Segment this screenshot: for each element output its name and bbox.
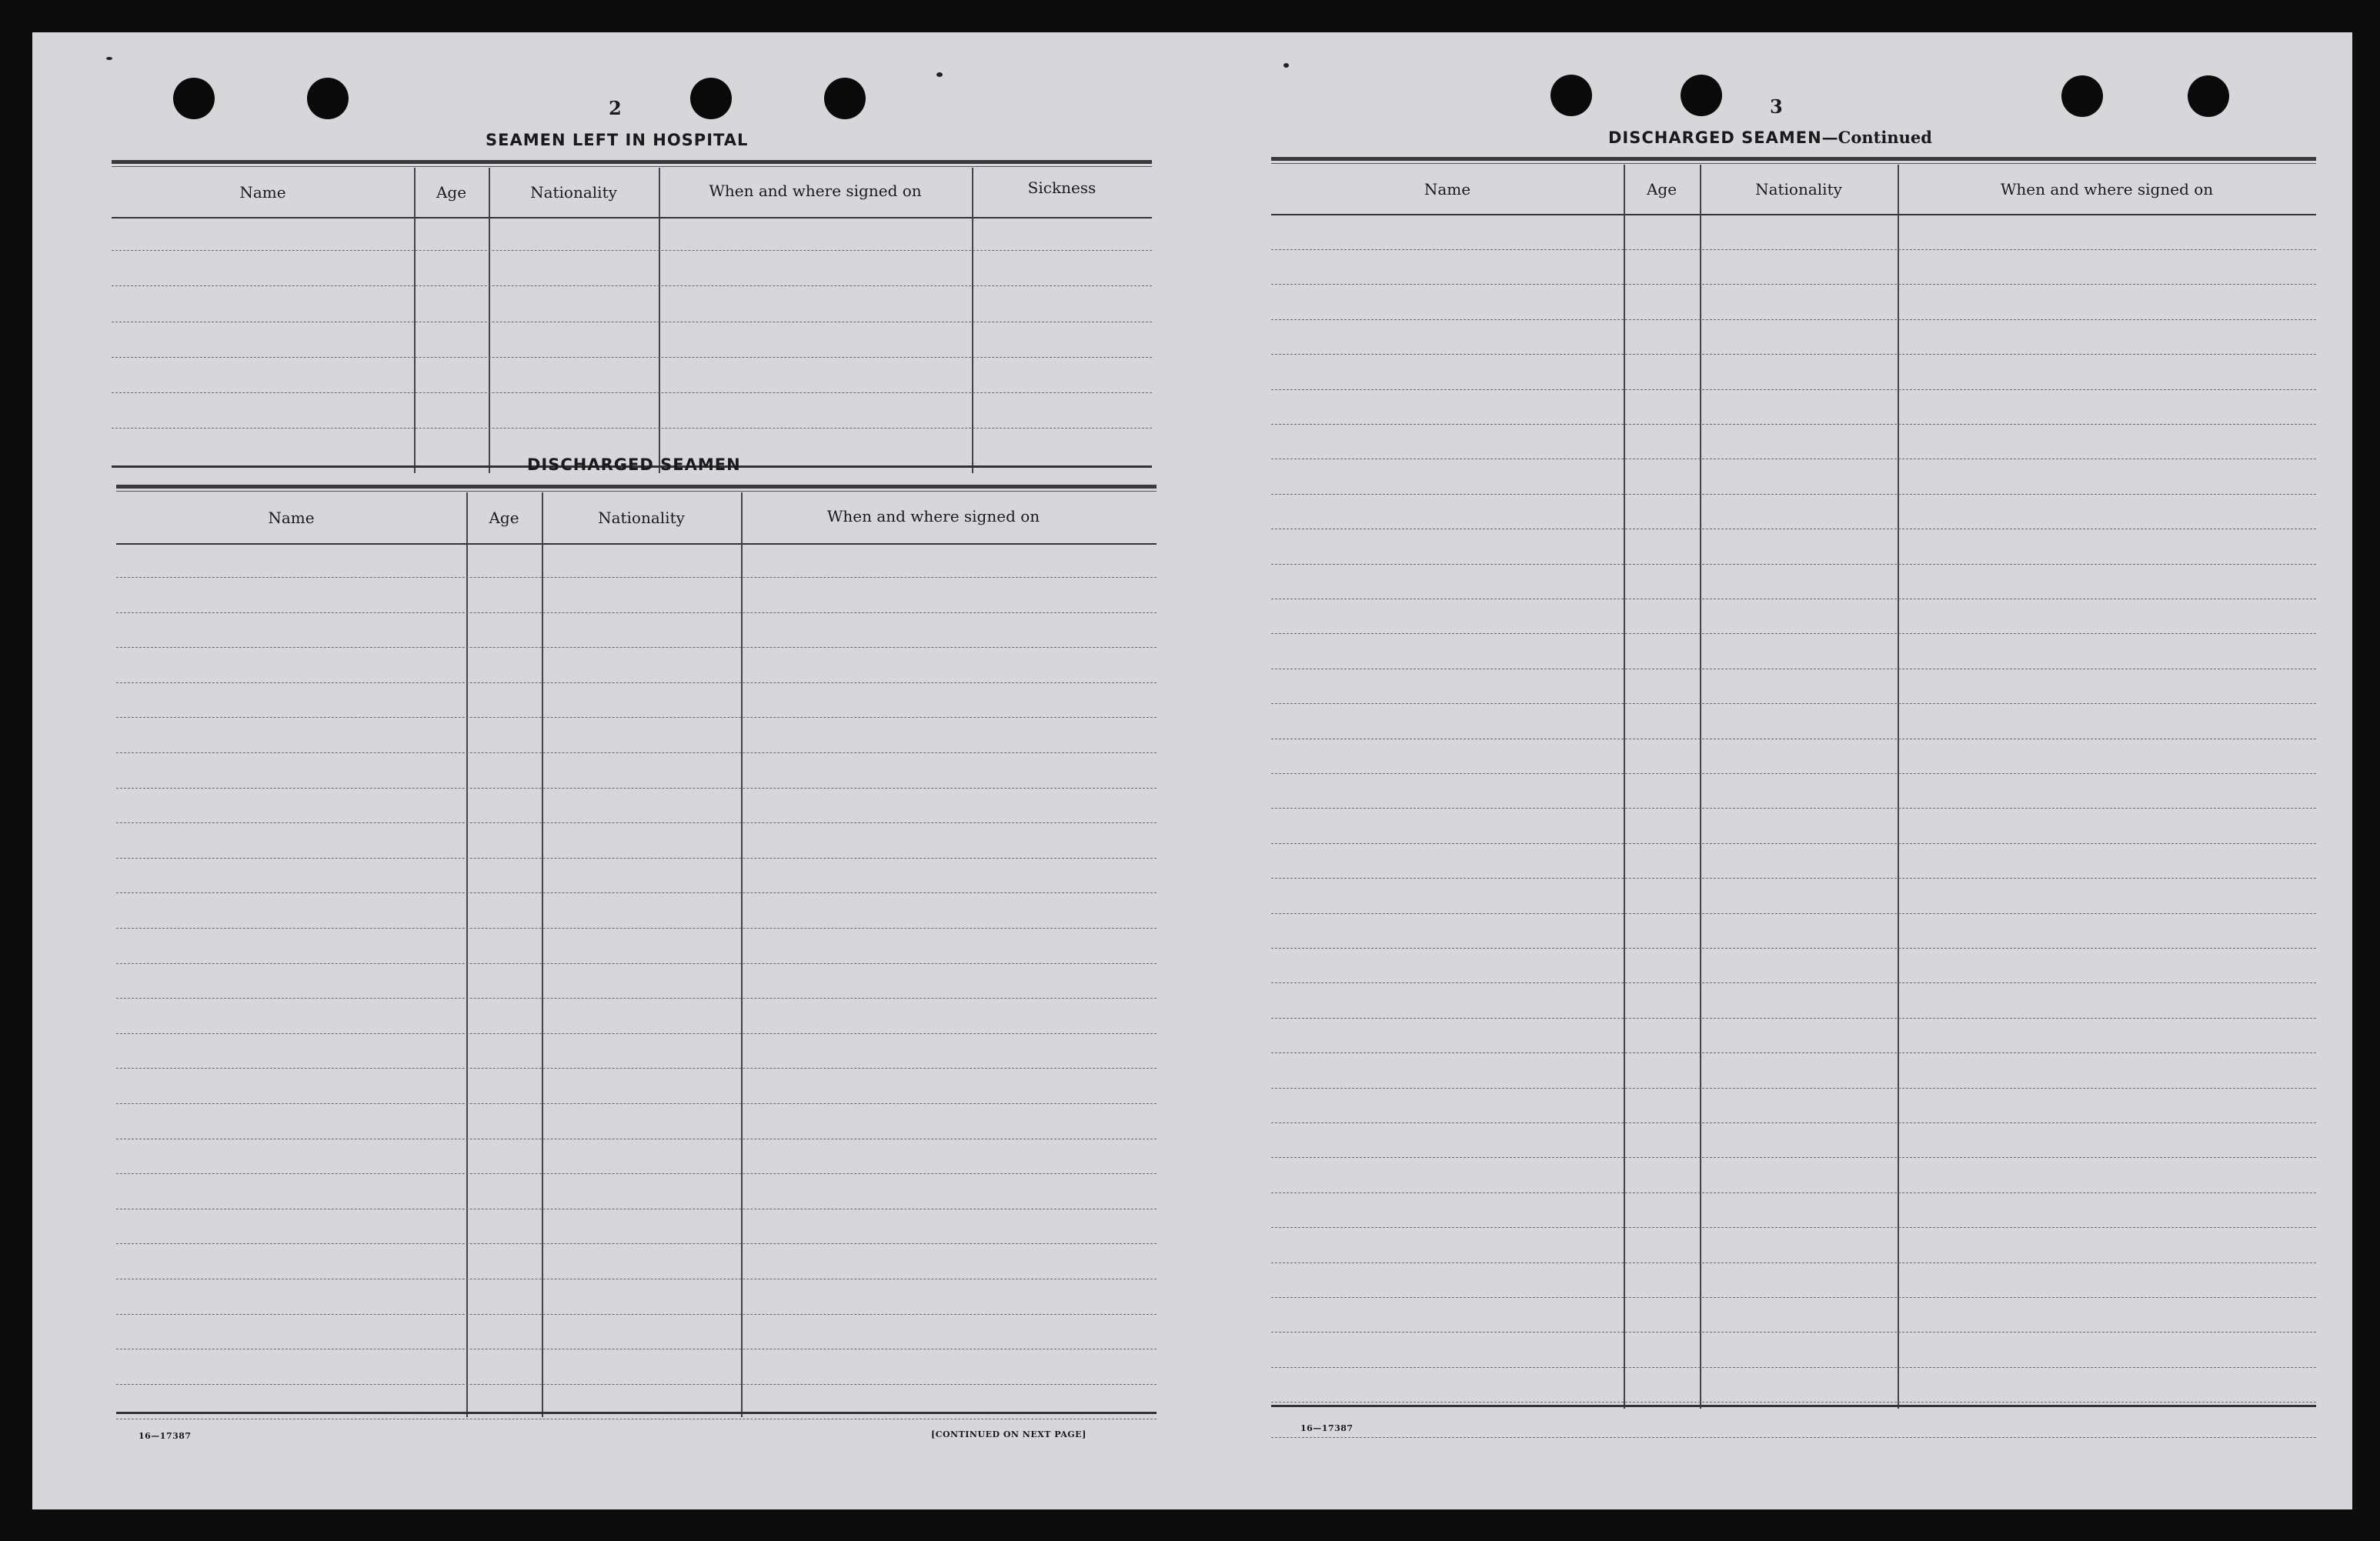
document-sheet <box>32 32 2352 1509</box>
table-row <box>116 1103 1157 1104</box>
punch-hole <box>1551 75 1592 116</box>
table-row <box>116 1068 1157 1069</box>
table-row <box>1271 284 2316 285</box>
table-row <box>116 577 1157 578</box>
table-row <box>1271 633 2316 634</box>
table-row <box>1271 1192 2316 1193</box>
table-row <box>1271 564 2316 565</box>
table-row <box>1271 843 2316 844</box>
table-row <box>1271 948 2316 949</box>
punch-hole <box>824 78 866 119</box>
table-row <box>116 1384 1157 1385</box>
table-row <box>1271 249 2316 250</box>
column-header-when-where: When and where signed on <box>2000 180 2214 198</box>
table-row <box>1271 773 2316 774</box>
table-row <box>1271 1157 2316 1158</box>
table-row <box>1271 389 2316 390</box>
column-header-name: Name <box>268 509 315 527</box>
table-row <box>1271 1227 2316 1228</box>
table-row <box>1271 808 2316 809</box>
table-row <box>116 647 1157 648</box>
table-row <box>116 752 1157 753</box>
table-row <box>116 892 1157 893</box>
table-row <box>1271 982 2316 983</box>
continued-note: [CONTINUED ON NEXT PAGE] <box>931 1429 1087 1439</box>
table-row <box>116 963 1157 964</box>
section-title <box>1608 128 1932 147</box>
table-row <box>1271 1018 2316 1019</box>
column-header-sickness: Sickness <box>1027 178 1097 197</box>
punch-hole <box>1681 75 1722 116</box>
table-row <box>1271 1122 2316 1123</box>
column-header-nationality: Nationality <box>1755 180 1842 198</box>
table-row <box>112 392 1152 393</box>
table-row <box>116 612 1157 613</box>
punch-hole <box>2188 75 2229 117</box>
section-title: SEAMEN LEFT IN HOSPITAL <box>486 131 749 149</box>
punch-hole <box>173 78 215 119</box>
form-number: 16—17387 <box>139 1431 192 1441</box>
table-row <box>116 998 1157 999</box>
table-row <box>1271 1052 2316 1053</box>
table-row <box>116 1033 1157 1034</box>
section-title-main: DISCHARGED SEAMEN <box>1608 128 1822 147</box>
table-row <box>116 928 1157 929</box>
table-row <box>1271 1262 2316 1263</box>
table-row <box>112 250 1152 251</box>
paper-speck <box>936 72 943 77</box>
table-row <box>1271 1367 2316 1368</box>
column-header-name: Name <box>1424 180 1471 198</box>
table-row <box>112 285 1152 286</box>
table-row <box>1271 319 2316 320</box>
table-row <box>1271 703 2316 704</box>
table-row <box>116 717 1157 718</box>
paper-speck <box>106 57 112 60</box>
table-row <box>1271 1088 2316 1089</box>
column-header-age: Age <box>489 509 519 527</box>
column-header-when-where: When and where signed on <box>709 182 922 200</box>
table-row <box>112 357 1152 358</box>
discharged-table-continued <box>1271 157 2316 1408</box>
table-row <box>1271 494 2316 495</box>
punch-hole <box>690 78 732 119</box>
page-number: 3 <box>1770 95 1783 118</box>
paper-speck <box>1283 63 1289 68</box>
table-row <box>1271 354 2316 355</box>
column-header-nationality: Nationality <box>598 509 685 527</box>
discharged-table <box>116 485 1157 1417</box>
table-row <box>116 788 1157 789</box>
column-header-nationality: Nationality <box>530 183 617 202</box>
table-row <box>1271 1297 2316 1298</box>
table-row <box>1271 878 2316 879</box>
punch-hole <box>307 78 349 119</box>
table-row <box>116 858 1157 859</box>
column-header-age: Age <box>436 183 467 202</box>
hospital-table <box>112 160 1152 472</box>
table-row <box>1271 424 2316 425</box>
section-title-suffix: —Continued <box>1821 128 1932 147</box>
punch-hole <box>2061 75 2103 117</box>
column-header-name: Name <box>239 183 286 202</box>
table-row <box>116 1314 1157 1315</box>
table-row <box>1271 1332 2316 1333</box>
table-row <box>1271 1437 2316 1438</box>
table-row <box>112 428 1152 429</box>
table-row <box>116 822 1157 823</box>
page-number: 2 <box>609 97 622 119</box>
column-header-age: Age <box>1646 180 1677 198</box>
section-title: DISCHARGED SEAMEN <box>527 455 741 474</box>
table-row <box>116 1173 1157 1174</box>
form-number: 16—17387 <box>1300 1423 1354 1433</box>
table-row <box>1271 1402 2316 1403</box>
column-header-when-where: When and where signed on <box>826 507 1040 525</box>
table-row <box>116 1243 1157 1244</box>
table-row <box>116 682 1157 683</box>
table-row <box>1271 913 2316 914</box>
